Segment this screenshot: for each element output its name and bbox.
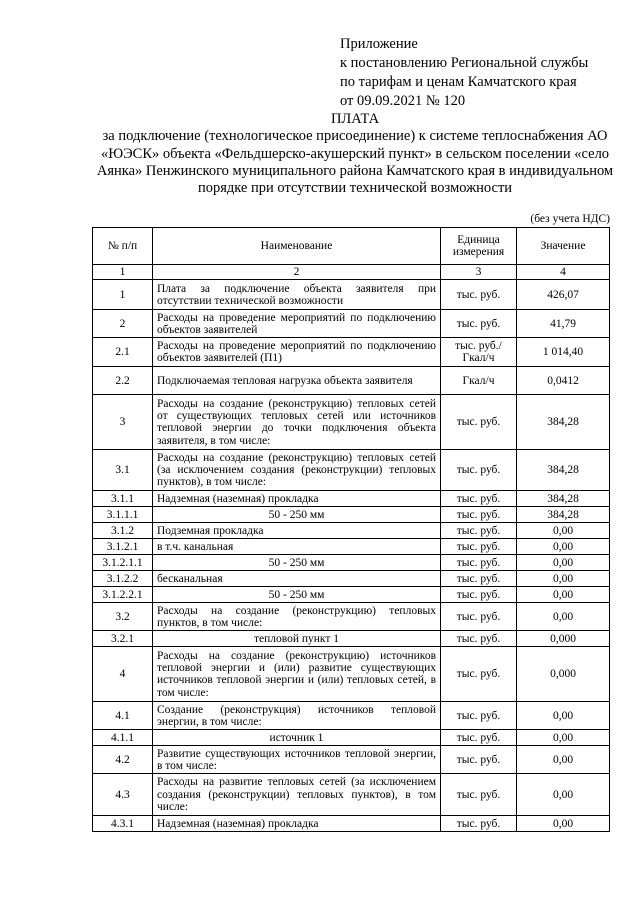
table-row bbox=[93, 507, 610, 523]
row-unit-cell: тыс. руб. bbox=[441, 702, 517, 730]
row-number-cell: 3 bbox=[93, 395, 153, 450]
header-name: Наименование bbox=[153, 228, 441, 265]
fee-table bbox=[92, 227, 610, 832]
row-value-cell: 0,00 bbox=[517, 816, 610, 832]
table-row bbox=[93, 603, 610, 631]
row-name-cell: Расходы на развитие тепловых сетей (за исключением создания (реконструкции) тепловых пунктов), в том числе: bbox=[153, 774, 441, 816]
row-value-cell: 384,28 bbox=[517, 450, 610, 491]
row-number-cell: 4.3.1 bbox=[93, 816, 153, 832]
row-unit-cell: тыс. руб. bbox=[441, 555, 517, 571]
table-row bbox=[93, 523, 610, 539]
row-unit-cell: тыс. руб. bbox=[441, 571, 517, 587]
table-row bbox=[93, 774, 610, 816]
header-value: Значение bbox=[517, 228, 610, 265]
table-row bbox=[93, 310, 610, 338]
table-index-row bbox=[93, 265, 610, 280]
appendix-line: Приложение bbox=[340, 36, 418, 52]
row-value-cell: 0,00 bbox=[517, 523, 610, 539]
row-value-cell: 0,00 bbox=[517, 587, 610, 603]
table-row bbox=[93, 555, 610, 571]
appendix-line: по тарифам и ценам Камчатского края bbox=[340, 74, 577, 90]
row-number-cell: 3.1.2 bbox=[93, 523, 153, 539]
header-number: № п/п bbox=[93, 228, 153, 265]
row-value-cell: 426,07 bbox=[517, 280, 610, 310]
row-name-cell: Расходы на создание (реконструкцию) тепловых пунктов, в том числе: bbox=[153, 603, 441, 631]
index-cell: 3 bbox=[441, 265, 517, 280]
table-row bbox=[93, 539, 610, 555]
table-row bbox=[93, 816, 610, 832]
row-name-cell: Плата за подключение объекта заявителя при отсутствии технической возможности bbox=[153, 280, 441, 310]
row-name-cell: тепловой пункт 1 bbox=[153, 631, 441, 647]
row-name-cell: Расходы на проведение мероприятий по подключению объектов заявителей bbox=[153, 310, 441, 338]
row-unit-cell: тыс. руб. bbox=[441, 774, 517, 816]
header-unit: Единица измерения bbox=[441, 228, 517, 265]
row-number-cell: 1 bbox=[93, 280, 153, 310]
table-row bbox=[93, 280, 610, 310]
row-value-cell: 0,00 bbox=[517, 702, 610, 730]
appendix-header bbox=[340, 35, 630, 111]
title-heading: ПЛАТА bbox=[330, 111, 380, 127]
row-name-cell: источник 1 bbox=[153, 730, 441, 746]
row-name-cell: 50 - 250 мм bbox=[153, 507, 441, 523]
row-value-cell: 41,79 bbox=[517, 310, 610, 338]
vat-note: (без учета НДС) bbox=[530, 213, 610, 225]
row-name-cell: Подземная прокладка bbox=[153, 523, 441, 539]
row-unit-cell: тыс. руб. bbox=[441, 587, 517, 603]
table-row bbox=[93, 367, 610, 395]
row-name-cell: Расходы на создание (реконструкцию) источников тепловой энергии и (или) развитие существующих источников тепловой энергии и (или) тепловых сетей, в том числе: bbox=[153, 647, 441, 702]
row-number-cell: 3.2 bbox=[93, 603, 153, 631]
row-unit-cell: тыс. руб. bbox=[441, 539, 517, 555]
row-number-cell: 2 bbox=[93, 310, 153, 338]
row-unit-cell: тыс. руб. bbox=[441, 395, 517, 450]
index-cell: 4 bbox=[517, 265, 610, 280]
table-row bbox=[93, 571, 610, 587]
table-header-row bbox=[93, 228, 610, 265]
row-number-cell: 2.2 bbox=[93, 367, 153, 395]
index-cell: 1 bbox=[93, 265, 153, 280]
row-name-cell: Расходы на проведение мероприятий по подключению объектов заявителей (П1) bbox=[153, 338, 441, 367]
row-number-cell: 4.2 bbox=[93, 746, 153, 774]
row-name-cell: Надземная (наземная) прокладка bbox=[153, 491, 441, 507]
row-number-cell: 3.1.2.2.1 bbox=[93, 587, 153, 603]
row-value-cell: 1 014,40 bbox=[517, 338, 610, 367]
row-name-cell: Расходы на создание (реконструкцию) тепловых сетей (за исключением создания (реконструкции) тепловых пунктов), в том числе: bbox=[153, 450, 441, 491]
row-number-cell: 3.1.2.1.1 bbox=[93, 555, 153, 571]
row-value-cell: 384,28 bbox=[517, 507, 610, 523]
row-value-cell: 0,000 bbox=[517, 647, 610, 702]
table-row bbox=[93, 338, 610, 367]
row-value-cell: 0,00 bbox=[517, 730, 610, 746]
table-row bbox=[93, 702, 610, 730]
document-title bbox=[95, 111, 615, 197]
table-row bbox=[93, 491, 610, 507]
row-number-cell: 3.1.2.1 bbox=[93, 539, 153, 555]
row-unit-cell: тыс. руб. bbox=[441, 280, 517, 310]
row-name-cell: бесканальная bbox=[153, 571, 441, 587]
row-value-cell: 0,00 bbox=[517, 571, 610, 587]
row-number-cell: 3.1.2.2 bbox=[93, 571, 153, 587]
row-number-cell: 3.1 bbox=[93, 450, 153, 491]
index-cell: 2 bbox=[153, 265, 441, 280]
table-body bbox=[93, 280, 610, 832]
row-number-cell: 4 bbox=[93, 647, 153, 702]
row-unit-cell: Гкал/ч bbox=[441, 367, 517, 395]
row-unit-cell: тыс. руб. bbox=[441, 507, 517, 523]
row-value-cell: 384,28 bbox=[517, 491, 610, 507]
row-unit-cell: тыс. руб. bbox=[441, 310, 517, 338]
row-name-cell: Создание (реконструкция) источников тепловой энергии, в том числе: bbox=[153, 702, 441, 730]
table-row bbox=[93, 631, 610, 647]
row-name-cell: в т.ч. канальная bbox=[153, 539, 441, 555]
row-value-cell: 0,00 bbox=[517, 555, 610, 571]
row-value-cell: 0,000 bbox=[517, 631, 610, 647]
row-number-cell: 4.1 bbox=[93, 702, 153, 730]
table-row bbox=[93, 587, 610, 603]
row-unit-cell: тыс. руб. bbox=[441, 450, 517, 491]
row-name-cell: Надземная (наземная) прокладка bbox=[153, 816, 441, 832]
row-unit-cell: тыс. руб. bbox=[441, 746, 517, 774]
row-unit-cell: тыс. руб. bbox=[441, 730, 517, 746]
row-unit-cell: тыс. руб./ Гкал/ч bbox=[441, 338, 517, 367]
row-unit-cell: тыс. руб. bbox=[441, 603, 517, 631]
row-number-cell: 3.2.1 bbox=[93, 631, 153, 647]
row-name-cell: Развитие существующих источников тепловой энергии, в том числе: bbox=[153, 746, 441, 774]
row-number-cell: 3.1.1.1 bbox=[93, 507, 153, 523]
row-number-cell: 3.1.1 bbox=[93, 491, 153, 507]
row-number-cell: 4.1.1 bbox=[93, 730, 153, 746]
row-unit-cell: тыс. руб. bbox=[441, 523, 517, 539]
row-name-cell: Подключаемая тепловая нагрузка объекта заявителя bbox=[153, 367, 441, 395]
appendix-line: к постановлению Региональной службы bbox=[340, 55, 589, 71]
row-unit-cell: тыс. руб. bbox=[441, 631, 517, 647]
row-unit-cell: тыс. руб. bbox=[441, 647, 517, 702]
row-value-cell: 0,0412 bbox=[517, 367, 610, 395]
row-unit-cell: тыс. руб. bbox=[441, 816, 517, 832]
appendix-line: от 09.09.2021 № 120 bbox=[340, 93, 466, 109]
row-number-cell: 4.3 bbox=[93, 774, 153, 816]
table-row bbox=[93, 395, 610, 450]
row-value-cell: 384,28 bbox=[517, 395, 610, 450]
row-unit-cell: тыс. руб. bbox=[441, 491, 517, 507]
row-value-cell: 0,00 bbox=[517, 774, 610, 816]
table-row bbox=[93, 647, 610, 702]
table-row bbox=[93, 746, 610, 774]
table-row bbox=[93, 730, 610, 746]
title-text: за подключение (технологическое присоединение) к системе теплоснабжения АО «ЮЭСК» объекта «Фельдшерско-акушерский пункт» в сельском поселении «село Аянка» Пенжинского муниципального района Камчатского края в индивидуальном порядке при отсутствии технической возможности bbox=[96, 128, 614, 197]
row-value-cell: 0,00 bbox=[517, 746, 610, 774]
row-name-cell: 50 - 250 мм bbox=[153, 587, 441, 603]
row-value-cell: 0,00 bbox=[517, 603, 610, 631]
row-name-cell: Расходы на создание (реконструкцию) тепловых сетей от существующих тепловых сетей или источников тепловой энергии до точки подключения объекта заявителя, в том числе: bbox=[153, 395, 441, 450]
row-name-cell: 50 - 250 мм bbox=[153, 555, 441, 571]
row-number-cell: 2.1 bbox=[93, 338, 153, 367]
row-value-cell: 0,00 bbox=[517, 539, 610, 555]
table-row bbox=[93, 450, 610, 491]
